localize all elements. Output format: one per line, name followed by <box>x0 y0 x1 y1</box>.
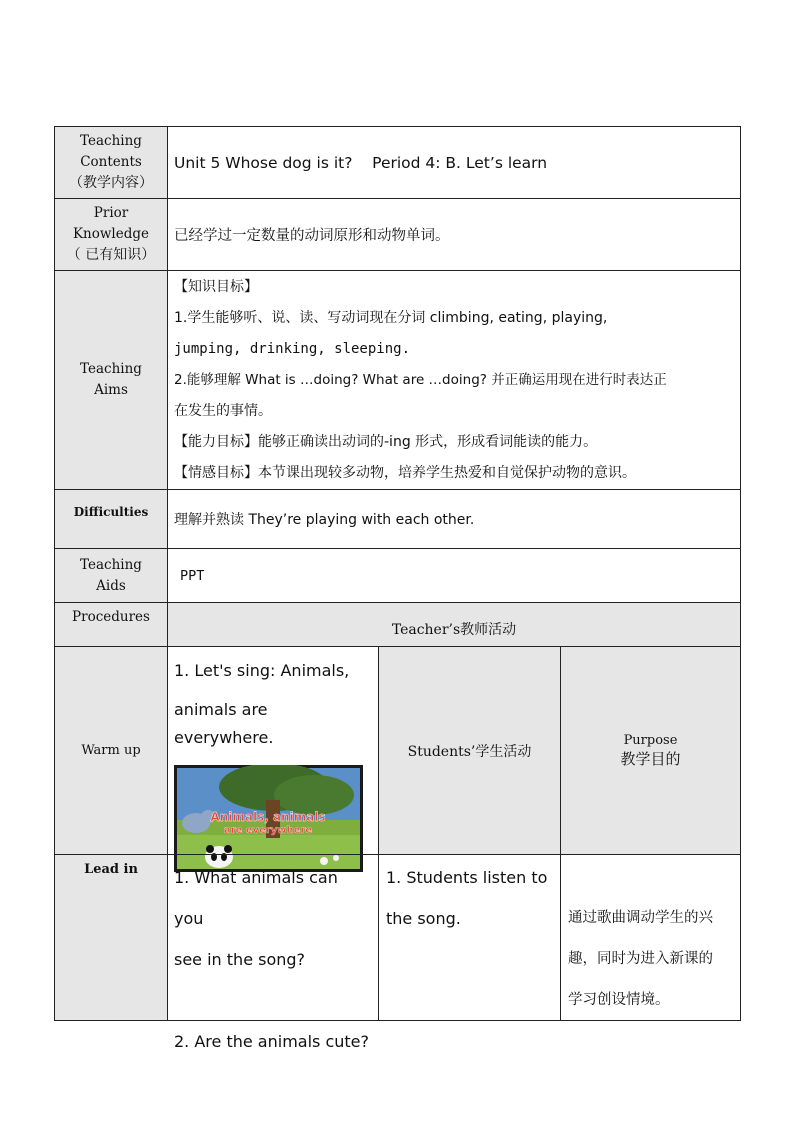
song-caption-line: are everywhere <box>223 825 313 836</box>
teacher-activity-header-text: Teacher’s教师活动 <box>391 621 517 638</box>
label-prior-knowledge <box>55 199 168 270</box>
label-difficulties: Difficulties <box>55 490 168 548</box>
lead-in-teacher-line <box>174 980 372 1021</box>
row-teaching-aims <box>54 270 741 489</box>
song-caption-line: Animals, animals <box>210 810 326 824</box>
label-line: Aims <box>94 382 128 398</box>
lead-in-purpose-line: 通过歌曲调动学生的兴 <box>568 910 713 926</box>
aims-line: 在发生的事情。 <box>174 403 272 419</box>
lead-in-teacher-line: 1. What animals can you <box>174 868 338 928</box>
teaching-aids-text: PPT <box>180 567 205 584</box>
prior-knowledge-value <box>168 199 740 270</box>
lead-in-students-line: the song. <box>386 909 461 928</box>
label-teaching-aids <box>55 549 168 602</box>
row-teaching-aids <box>54 548 741 602</box>
label-line: Knowledge <box>72 226 150 242</box>
label-line: Teaching <box>80 556 142 573</box>
row-prior-knowledge <box>54 198 741 270</box>
difficulties-text: 理解并熟读 They’re playing with each other. <box>174 512 475 528</box>
label-teaching-aims <box>55 271 168 489</box>
label-lead-in: Lead in <box>55 855 168 1020</box>
row-lead-in <box>54 854 741 1051</box>
aims-line: 1.学生能够听、说、读、写动词现在分词 climbing, eating, playing, <box>174 310 608 326</box>
purpose-header-zh: 教学目的 <box>620 749 681 768</box>
label-procedures: Procedures <box>55 603 168 646</box>
row-procedures <box>54 602 741 646</box>
label-warm-up <box>55 647 168 854</box>
warm-up-teacher-line: animals are everywhere. <box>174 700 274 747</box>
warm-up-label-text: Warm up <box>81 743 141 758</box>
aims-line: jumping, drinking, sleeping. <box>174 341 411 357</box>
teacher-activity-header <box>168 603 740 646</box>
label-line: Teaching <box>80 361 142 377</box>
aims-line: 【能力目标】能够正确读出动词的-ing 形式，形成看词能读的能力。 <box>174 434 598 450</box>
label-line: Teaching <box>80 133 142 149</box>
lead-in-teacher-cell <box>168 855 379 1051</box>
teaching-aims-value <box>168 271 740 489</box>
lead-in-students-cell <box>379 855 561 1020</box>
label-line: Aids <box>96 577 126 594</box>
lead-in-students-line: 1. Students listen to <box>386 868 548 887</box>
lead-in-purpose-line: 趣，同时为进入新课的 <box>568 951 713 967</box>
lesson-plan-table <box>54 126 741 1051</box>
lead-in-teacher-line: 2. Are the animals cute? <box>174 1032 369 1051</box>
warm-up-teacher-cell <box>168 647 379 854</box>
purpose-header <box>561 647 740 854</box>
label-line: （教学内容） <box>69 175 153 191</box>
row-warm-up <box>54 646 741 854</box>
aims-line: 【知识目标】 <box>174 279 258 295</box>
purpose-header-en: Purpose <box>623 732 678 748</box>
label-line: Contents <box>80 154 142 170</box>
teaching-aids-value <box>168 549 740 602</box>
label-line: Prior <box>93 205 129 221</box>
lead-in-purpose-cell <box>561 855 740 1020</box>
prior-knowledge-text: 已经学过一定数量的动词原形和动物单词。 <box>174 228 450 244</box>
aims-line: 2.能够理解 What is …doing? What are …doing? 并正确运用现在进行时表达正 <box>174 372 667 388</box>
teaching-contents-value <box>168 127 740 198</box>
row-difficulties <box>54 489 741 548</box>
label-teaching-contents <box>55 127 168 198</box>
students-activity-header-text: Students’学生活动 <box>407 743 532 760</box>
lead-in-purpose-line: 学习创设情境。 <box>568 992 670 1008</box>
warm-up-teacher-line: 1. Let's sing: Animals, <box>174 661 350 680</box>
lead-in-teacher-line: see in the song? <box>174 950 306 969</box>
label-line: （ 已有知识） <box>66 247 156 263</box>
aims-line: 【情感目标】本节课出现较多动物，培养学生热爱和自觉保护动物的意识。 <box>174 465 636 481</box>
students-activity-header <box>379 647 561 854</box>
unit-title: Unit 5 Whose dog is it? Period 4: B. Let’s learn <box>174 153 548 172</box>
row-teaching-contents <box>54 126 741 198</box>
difficulties-value <box>168 490 740 548</box>
